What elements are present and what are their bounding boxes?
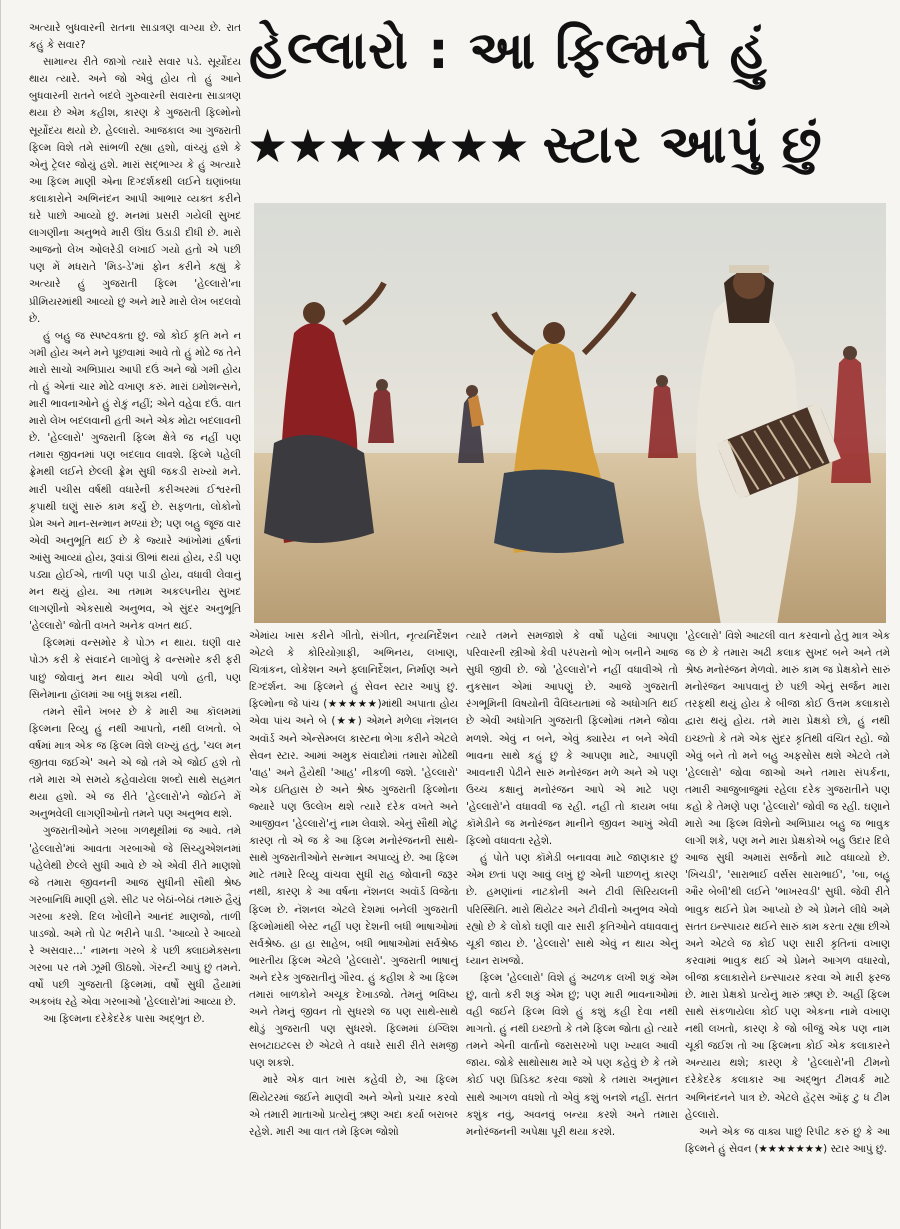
article-paragraph: તમને સૌને ખબર છે કે મારી આ કૉલમમાં ફિલ્મના રિવ્યુ હું નથી આપતો, નથી લખતો. બે વર્ષમાં માત્ર એક જ ફિલ્મ વિશે લખ્યું હતું, 'ચલ મન જીતવા જઈએ' અને એ જો તમે એ જોઈ હશે તો તમે મારા એ સમયે કહેવાયેલા શબ્દો સાથે સહમત થયા હશો. એ જ રીતે 'હેલ્લારો'ને જોઈને મેં અનુભવેલી લાગણીઓનો તમને પણ અનુભવ થશે. — [29, 705, 241, 821]
headline-line-2 — [247, 100, 899, 191]
article-paragraph: ગુજરાતીઓને ગરબા ગળથૂથીમાં જ આવે. તમે 'હેલ્લારો'માં આવતા ગરબાઓ જે સિચ્યુએશનમાં પહેલેથી છેલ્લે સુધી આવે છે એ એવી રીતે માણશો જે તમારા જીવનની આજ સુધીની સૌથી શ્રેષ્ઠ ગરબાનિધિ માણી હશે. સીટ પર બેઠાં-બેઠાં તમારું હૈયું ગરબા કરશે. દિલ ખોલીને આનંદ માણજો, તાળી પાડજો. અમે તો પેટ ભરીને પાડી. 'આવ્યો રે આવ્યો રે અસવાર...' નામના ગરબે કે પછી ક્લાઇમેક્સના ગરબા પર તમે ઝૂમી ઊઠશો. ગૅરન્ટી આપું છું તમને. વર્ષો પછી ગુજરાતી ફિલ્મમાં, વર્ષો સુધી હૈયામાં અકબંધ રહે એવા ગરબાઓ 'હેલ્લારો'માં આવ્યા છે. — [29, 825, 241, 1009]
article-paragraph: સામાન્ય રીતે જાગો ત્યારે સવાર પડે. સૂર્યોદય થાય ત્યારે. અને જો એવું હોય તો હું આને બુધવારની રાતને બદલે ગુરુવારની સવારના સાડાત્રણ થયા છે એમ કહીશ, કારણ કે ગુજરાતી ફિલ્મોનો સૂર્યોદય થયો છે. હેલ્લારો. આજકાલ આ ગુજરાતી ફિલ્મ વિશે તમે સાંભળી રહ્યા હશો, વાંચ્યું હશે કે એનું ટ્રેલર જોયું હશે. મારાં સદ્‌ભાગ્ય કે હું અત્યારે આ ફિલ્મ માણી એના દિગ્દર્શકથી લઈને ઘણાંબધા કલાકારોને અભિનંદન આપી આભાર વ્યક્ત કરીને ઘરે પાછો આવ્યો છું. મનમાં પ્રસરી ગયેલી સુખદ લાગણીના અનુભવે મારી ઊંઘ ઉડાડી દીધી છે. મારો આજનો લેખ ઓલરેડી લખાઈ ગયો હતો એ પછી પણ મેં મધરાતે 'મિડ-ડે'માં ફોન કરીને કહ્યું કે અત્યારે હું ગુજરાતી ફિલ્મ 'હેલ્લારો'ના પ્રીમિયરમાંથી આવ્યો છું અને મારે મારો લેખ બદલવો છે. — [29, 56, 241, 325]
article-paragraph: હું બહુ જ સ્પષ્ટવક્તા છું. જો કોઈ કૃતિ મને ન ગમી હોય અને મને પૂછવામાં આવે તો હું મોઢે જ તેને મારો સાચો અભિપ્રાય આપી દઉં અને જો ગમી હોય તો હું એનાં ચાર મોઢે વખાણ કરું. મારાં ઇમોશન્સને, મારી ભાવનાઓને હું રોકું નહીં; એને વહેવા દઉં. વાત મારો લેખ બદલવાની હતી અને એક મોટા બદલાવની છે. 'હેલ્લારો' ગુજરાતી ફિલ્મ ક્ષેત્રે જ નહીં પણ તમારા જીવનમાં પણ બદલાવ લાવશે. ફિલ્મે પહેલી ફ્રેમથી લઈને છેલ્લી ફ્રેમ સુધી જકડી રાખ્યો મને. મારી પચીસ વર્ષથી વધારેની કરીઅરમાં ઈશ્વરની કૃપાથી ઘણું સારું કામ કર્યું છે. સફળતા, લોકોનો પ્રેમ અને માન-સન્માન મળ્યાં છે; પણ બહુ જૂજ વાર એવી અનુભૂતિ થઈ છે કે જ્યારે આંખોમાં હર્ષનાં આંસુ આવ્યાં હોય, રૂવાંડાં ઊભાં થયાં હોય, રડી પણ પડ્યા હોઈએ, તાળી પણ પાડી હોય, વધાવી લેવાનું મન થયું હોય. આ તમામ અકલ્પનીય સુખદ લાગણીનો એકસાથે અનુભવ, એ સુંદર અનુભૂતિ 'હેલ્લારો' જોતી વખતે અનેક વખત થઈ. — [29, 329, 241, 633]
article-paragraph: એમાંય ખાસ કરીને ગીતો, સંગીત, નૃત્યનિર્દેશન એટલે કે કોરિયોગ્રાફી, અભિનય, લખાણ, ચિત્રાંકન, લોકેશન અને ફ્લાનિર્દેશન, નિર્માણ અને દિગ્દર્શન. આ ફિલ્મને હું સેવન સ્ટાર આપું છું. ફિલ્મોના જે પાંચ (★★★★★)માંથી અપાતા હોય એવા પાંચ અને બે (★★) એમને મળેલા નૅશનલ અવૉર્ડ અને એન્સેમ્બલ કાસ્ટના ભેગા કરીને એટલે સેવન સ્ટાર. આમાં અમુક સંવાદોમાં તમારા મોઢેથી 'વાહ' અને હૈયેથી 'આહ' નીકળી જશે. 'હેલ્લારો' એક ઇતિહાસ છે અને શ્રેષ્ઠ ગુજરાતી ફિલ્મોના જ્યારે પણ ઉલ્લેખ થશે ત્યારે દરેક વખતે અને આજીવન 'હેલ્લારો'નું નામ લેવાશે. એનું સૌથી મોટું કારણ તો એ જ કે આ ફિલ્મ મનોરંજનની સાથે-સાથે ગુજરાતીઓને સન્માન અપાવ્યું છે. આ ફિલ્મ માટે તમારે રિવ્યુ વાંચવા સુધી રાહ જોવાની જરૂર નથી, કારણ કે આ વર્ષના નૅશનલ અવૉર્ડ વિજેતા ફિલ્મ છે. નૅશનલ એટલે દેશમાં બનેલી ગુજરાતી ફિલ્મોમાંથી બેસ્ટ નહીં પણ દેશની બધી ભાષાઓમાં સર્વશ્રેષ્ઠ. હા હા સાહેબ, બધી ભાષાઓમાં સર્વશ્રેષ્ઠ ભારતીય ફિલ્મ એટલે 'હેલ્લારો'. ગુજરાતી ભાષાનું અને દરેક ગુજરાતીનું ગૌરવ. હું કહીશ કે આ ફિલ્મ તમારાં બાળકોને અચૂક દેખાડજો. તેમનું ભવિષ્ય અને તેમનું જીવન તો સુધરશે જ પણ સાથે-સાથે થોડું ગુજરાતી પણ સુધરશે. ફિલ્મમાં ઇંગ્લિશ સબટાઇટલ્સ છે એટલે તે વધારે સારી રીતે સમજી પણ શકશે. — [249, 630, 458, 1070]
article-column-1 — [29, 20, 241, 1220]
article-column-3 — [466, 628, 678, 1220]
article-column-2 — [249, 628, 458, 1220]
headline — [247, 2, 899, 191]
article-paragraph: ફિલ્મ 'હેલ્લારો' વિશે હું અઢળક લખી શકું એમ છું, વાતો કરી શકું એમ છું; પણ મારી ભાવનાઓમાં વહી જઈને ફિલ્મ વિશે હું કશું કહી દેવા નથી માગતો. હું નથી ઇચ્છતો કે તમે ફિલ્મ જોતા હો ત્યારે તમને એની વાર્તાનો જરાસરખો પણ ખ્યાલ આવી જાય. જોકે સાથોસાથ મારે એ પણ કહેવું છે કે તમે કોઈ પણ પ્રિડિક્ટ કરવા જશો કે તમારા અનુમાન સાથે આગળ વધશો તો એવું કશું બનશે નહીં. સતત કશુંક નવું, અવનવું બન્યા કરશે અને તમારા મનોરંજનની અપેક્ષા પૂરી થયા કરશે. — [466, 971, 678, 1138]
article-paragraph: મારે એક વાત ખાસ કહેવી છે, આ ફિલ્મ થિયેટરમાં જઈને માણવી અને એનો પ્રચાર કરવો એ તમારી માતાઓ પ્રત્યેનું ઋણ અદા કર્યા બરાબર રહેશે. મારી આ વાત તમે ફિલ્મ જોશો — [249, 1074, 458, 1138]
article-column-4 — [685, 628, 890, 1220]
article-paragraph: અત્યારે બુધવારની રાતના સાડાત્રણ વાગ્યા છે. રાત કહું કે સવાર? — [29, 22, 241, 52]
dancers-and-drummer-image — [254, 203, 886, 623]
article-paragraph: ત્યારે તમને સમજાશે કે વર્ષો પહેલાં આપણા પરિવારની સ્ત્રીઓ કેવી પરંપરાનો ભોગ બનીને આજ સુધી જીવી છે. જો 'હેલ્લારો'ને નહીં વધાવીએ તો નુકસાન એમાં આપણું છે. આજે ગુજરાતી રંગભૂમિની વિષયોની વૈવિધ્યતામાં જે અધોગતિ થઈ છે એવી અધોગતિ ગુજરાતી ફિલ્મોમાં તમને જોવા મળશે. એવું ન બને, એવું ક્યારેય ન બને એવી ભાવના સાથે કહું છું કે આપણા માટે, આપણી આવનારી પેઢીને સારું મનોરંજન મળે અને એ પણ ઉચ્ચ કક્ષાનું મનોરંજન આપે એ માટે પણ 'હેલ્લારો'ને વધાવવી જ રહી. નહીં તો કાયમ બધા કૉમેડીને જ મનોરંજન માનીને જીવન આખું એવી ફિલ્મો વધાવતા રહેશે. — [466, 630, 678, 848]
headline-stars: ★★★★★★★ — [247, 119, 529, 173]
article-paragraph: અને એક જ વાક્ય પાછું રિપીટ કરું છું કે આ ફિલ્મને હું સેવન (★★★★★★★) સ્ટાર આપું છું. — [685, 1125, 890, 1155]
article-paragraph: આ ફિલ્મના દરેકેદરેક પાસા અદ્‌ભુત છે. — [43, 1013, 205, 1026]
article-paragraph: હું પોતે પણ કૉમેડી બનાવવા માટે જાણકાર છું એમ છતાં પણ આવું લખું છું એની પાછળનું કારણ છે. હમણાંનાં નાટકોની અને ટીવી સિરિયલની પરિસ્થિતિ. મારો થિયેટર અને ટીવીનો અનુભવ એવો રહ્યો છે કે લોકો ઘણી વાર સારી કૃતિઓને વધાવવાનું ચૂકી જાય છે. 'હેલ્લારો' સાથે એવું ન થાય એનું ધ્યાન રાખજો. — [466, 852, 678, 967]
article-paragraph: 'હેલ્લારો' વિશે આટલી વાત કરવાનો હેતુ માત્ર એક જ છે કે તમારા અઢી કલાક સુખદ બને અને તમે શ્રેષ્ઠ મનોરંજન મેળવો. મારું કામ જ પ્રેક્ષકોને સારું મનોરંજન આપવાનું છે પછી એનું સર્જન મારા તરફથી થયું હોય કે બીજા કોઈ ઉત્તમ કલાકારો દ્વારા થયું હોય. તમે મારા પ્રેક્ષકો છો, હું નથી ઇચ્છતો કે તમે એક સુંદર કૃતિથી વંચિત રહો. જો એવું બને તો મને બહુ અફસોસ થશે એટલે તમે 'હેલ્લારો' જોવા જાઓ અને તમારા સંપર્કના, તમારી આજુબાજુમાં રહેલા દરેક ગુજરાતીને પણ કહો કે તેમણે પણ 'હેલ્લારો' જોવી જ રહી. ઘણાને મારો આ ફિલ્મ વિશેનો અભિપ્રાય બહુ જ ભાવુક લાગી શકે, પણ મને મારા પ્રેક્ષકોએ બહુ ઉદાર દિલે આજ સુધી અમારાં સર્જનો માટે વધાવ્યો છે. 'ખિચડી', 'સારાભાઈ વર્સસ સારાભાઈ', 'બા, બહૂ ઔર બેબી'થી લઈને 'ભાખરવડી' સુધી. જેવી રીતે ભાવુક થઈને પ્રેમ આપ્યો છે એ પ્રેમને લીધે અમે સતત ઇન્સ્પાયર થઈને સારું કામ કરતા રહ્યા છીએ અને એટલે જ કોઈ પણ સારી કૃતિનાં વખાણ કરવામાં ભાવુક થઈ એ પ્રેમને આગળ વધારવો, બીજા કલાકારોને ઇન્સ્પાયર કરવા એ મારી ફરજ છે. મારા પ્રેક્ષકો પ્રત્યેનું મારું ઋણ છે. અહીં ફિલ્મ સાથે સંકળાયેલા કોઈ પણ એકના નામે વખાણ નથી લખતો, કારણ કે જો બીજું એક પણ નામ ચૂકી જઈશ તો આ ફિલ્મના કોઈ એક કલાકારને અન્યાય થશે; કારણ કે 'હેલ્લારો'ની ટીમનો દરેકેદરેક કલાકાર આ અદ્‌ભુત ટીમવર્ક માટે અભિનંદનને પાત્ર છે. એટલે હૅટ્સ ઑફ ટુ ધ ટીમ હેલ્લારો. — [685, 630, 890, 1121]
film-still-photo — [254, 203, 886, 623]
headline-line-1: હેલ્લારો : આ ફિલ્મને હું — [249, 21, 768, 81]
headline-line-2-text: સ્ટાર આપું છું — [542, 115, 823, 175]
article-paragraph: ફિલ્મમાં વન્સમોર કે પોઝ ન થાય. ઘણી વાર પોઝ કરી કે સંવાદને લાગોલું કે વન્સમોર કરી ફરી પાછું જોવાનું મન થાય એવી પળો હતી, પણ સિનેમાના હૉલમાં આ બધું શક્ય નથી. — [29, 637, 241, 701]
